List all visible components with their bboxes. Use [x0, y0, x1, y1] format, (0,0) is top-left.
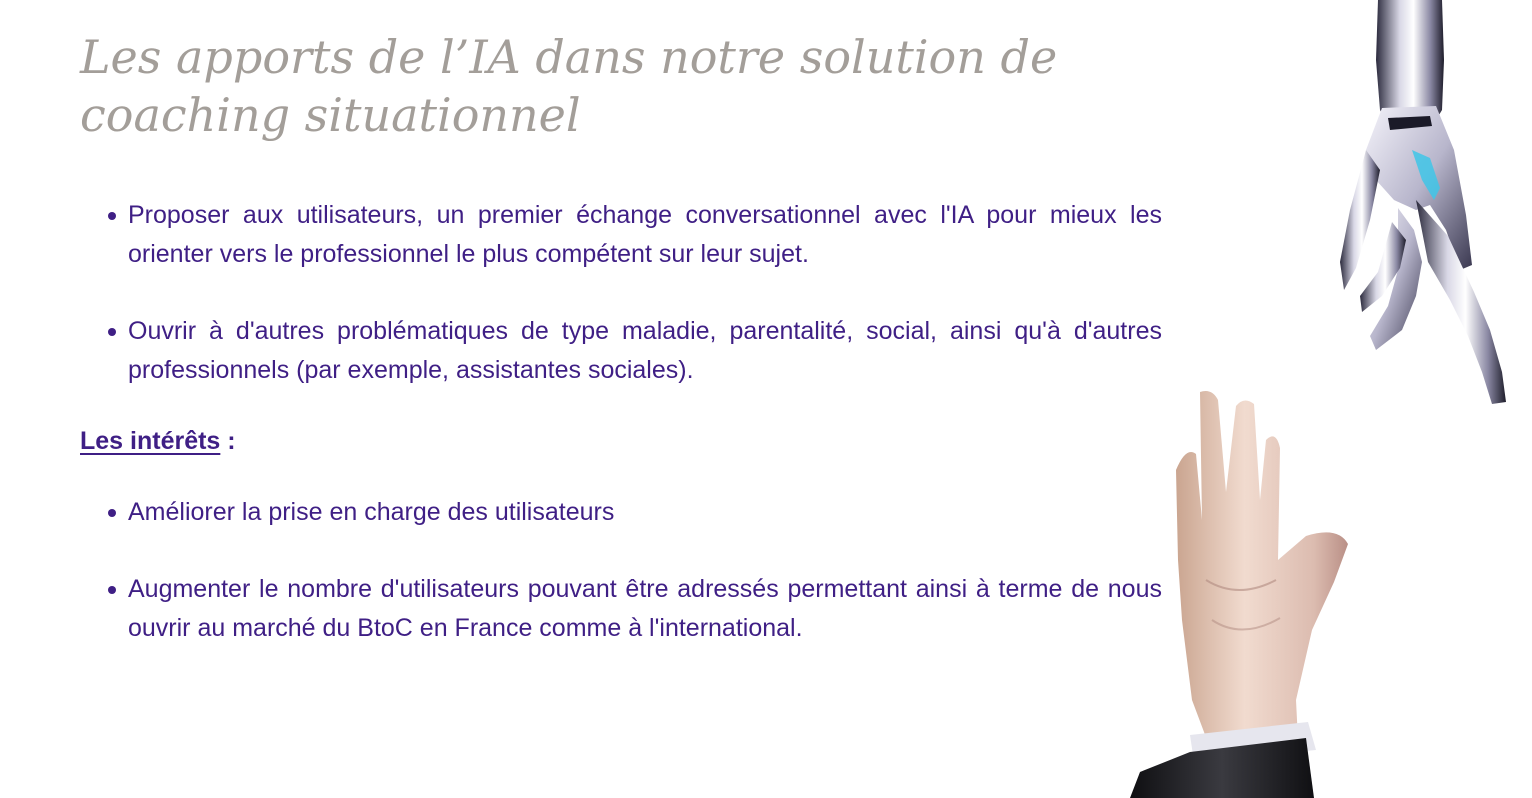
hands-illustration — [1130, 0, 1532, 798]
robotic-hand-icon — [1340, 0, 1506, 404]
bullet-item: Améliorer la prise en charge des utilisateurs — [80, 493, 1162, 532]
bullet-list-bottom — [80, 493, 1162, 648]
bullet-list-top — [80, 196, 1162, 390]
bullet-item: Ouvrir à d'autres problématiques de type maladie, parentalité, social, ainsi qu'à d'autres professionnels (par exemple, assistantes sociales). — [80, 312, 1162, 390]
slide-title: Les apports de l’IA dans notre solution de coaching situationnel — [80, 30, 1058, 142]
human-hand-icon — [1130, 391, 1348, 798]
section-heading-colon: : — [220, 427, 236, 455]
section-heading-label: Les intérêts — [80, 427, 221, 455]
bullet-item: Proposer aux utilisateurs, un premier échange conversationnel avec l'IA pour mieux les orienter vers le professionnel le plus compétent sur leur sujet. — [80, 196, 1162, 274]
bullet-item: Augmenter le nombre d'utilisateurs pouvant être adressés permettant ainsi à terme de nous ouvrir au marché du BtoC en France comme à l'international. — [80, 570, 1162, 648]
section-heading — [80, 422, 1162, 461]
slide-body — [80, 196, 1162, 648]
